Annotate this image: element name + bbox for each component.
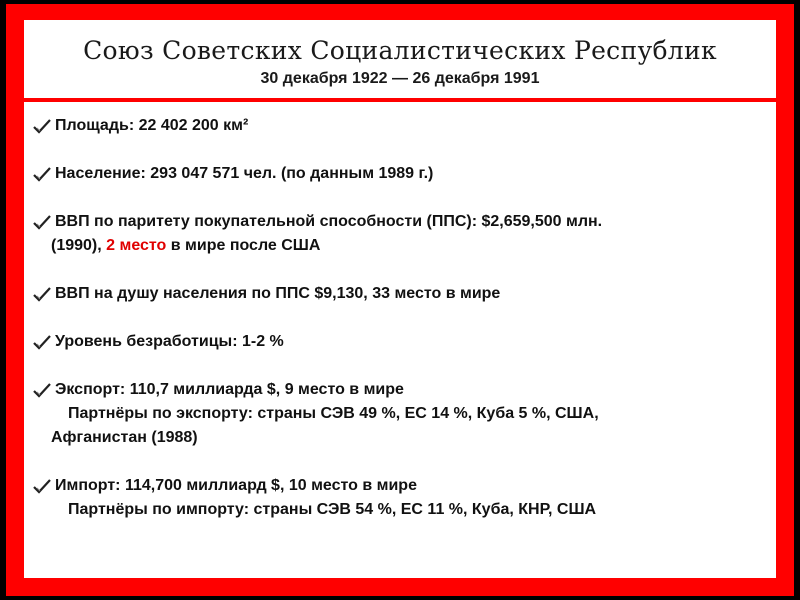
- checkmark-icon: [32, 334, 52, 350]
- checkmark-icon: [32, 214, 52, 230]
- bullet-text: ВВП по паритету покупательной способности (ППС): $2,659,500 млн.: [55, 213, 603, 230]
- continuation-text: (1990),: [51, 237, 107, 254]
- title-divider: [24, 98, 776, 102]
- bullet-text: Население: 293 047 571 чел. (по данным 1989 г.): [55, 165, 434, 182]
- export-partners-cont: Афганистан (1988): [51, 429, 198, 446]
- bullet-import: [32, 474, 762, 522]
- import-partners: Партнёры по импорту: страны СЭВ 54 %, ЕС 11 %, Куба, КНР, США: [68, 501, 597, 518]
- bullet-continuation: [32, 234, 762, 258]
- bullet-export: [32, 378, 762, 450]
- slide-title: Союз Советских Социалистических Республик: [83, 36, 717, 65]
- bullet-gdp-ppp: [32, 210, 762, 258]
- bullet-list: [32, 114, 762, 546]
- bullet-population: [32, 162, 762, 186]
- checkmark-icon: [32, 478, 52, 494]
- rank-highlight: 2 место: [106, 237, 167, 254]
- checkmark-icon: [32, 382, 52, 398]
- continuation-text: в мире после США: [166, 237, 321, 254]
- export-partners: Партнёры по экспорту: страны СЭВ 49 %, ЕС 14 %, Куба 5 %, США,: [68, 405, 599, 422]
- checkmark-icon: [32, 286, 52, 302]
- bullet-text: Импорт: 114,700 миллиард $, 10 место в мире: [55, 477, 417, 494]
- slide-subtitle: 30 декабря 1922 — 26 декабря 1991: [260, 70, 540, 87]
- checkmark-icon: [32, 118, 52, 134]
- bullet-unemployment: [32, 330, 762, 354]
- bullet-text: ВВП на душу населения по ППС $9,130, 33 место в мире: [55, 285, 501, 302]
- bullet-text: Уровень безработицы: 1-2 %: [55, 333, 284, 350]
- checkmark-icon: [32, 166, 52, 182]
- bullet-gdp-per-capita: [32, 282, 762, 306]
- bullet-text: Площадь: 22 402 200 км²: [55, 117, 249, 134]
- bullet-text: Экспорт: 110,7 миллиарда $, 9 место в мире: [55, 381, 404, 398]
- bullet-area: [32, 114, 762, 138]
